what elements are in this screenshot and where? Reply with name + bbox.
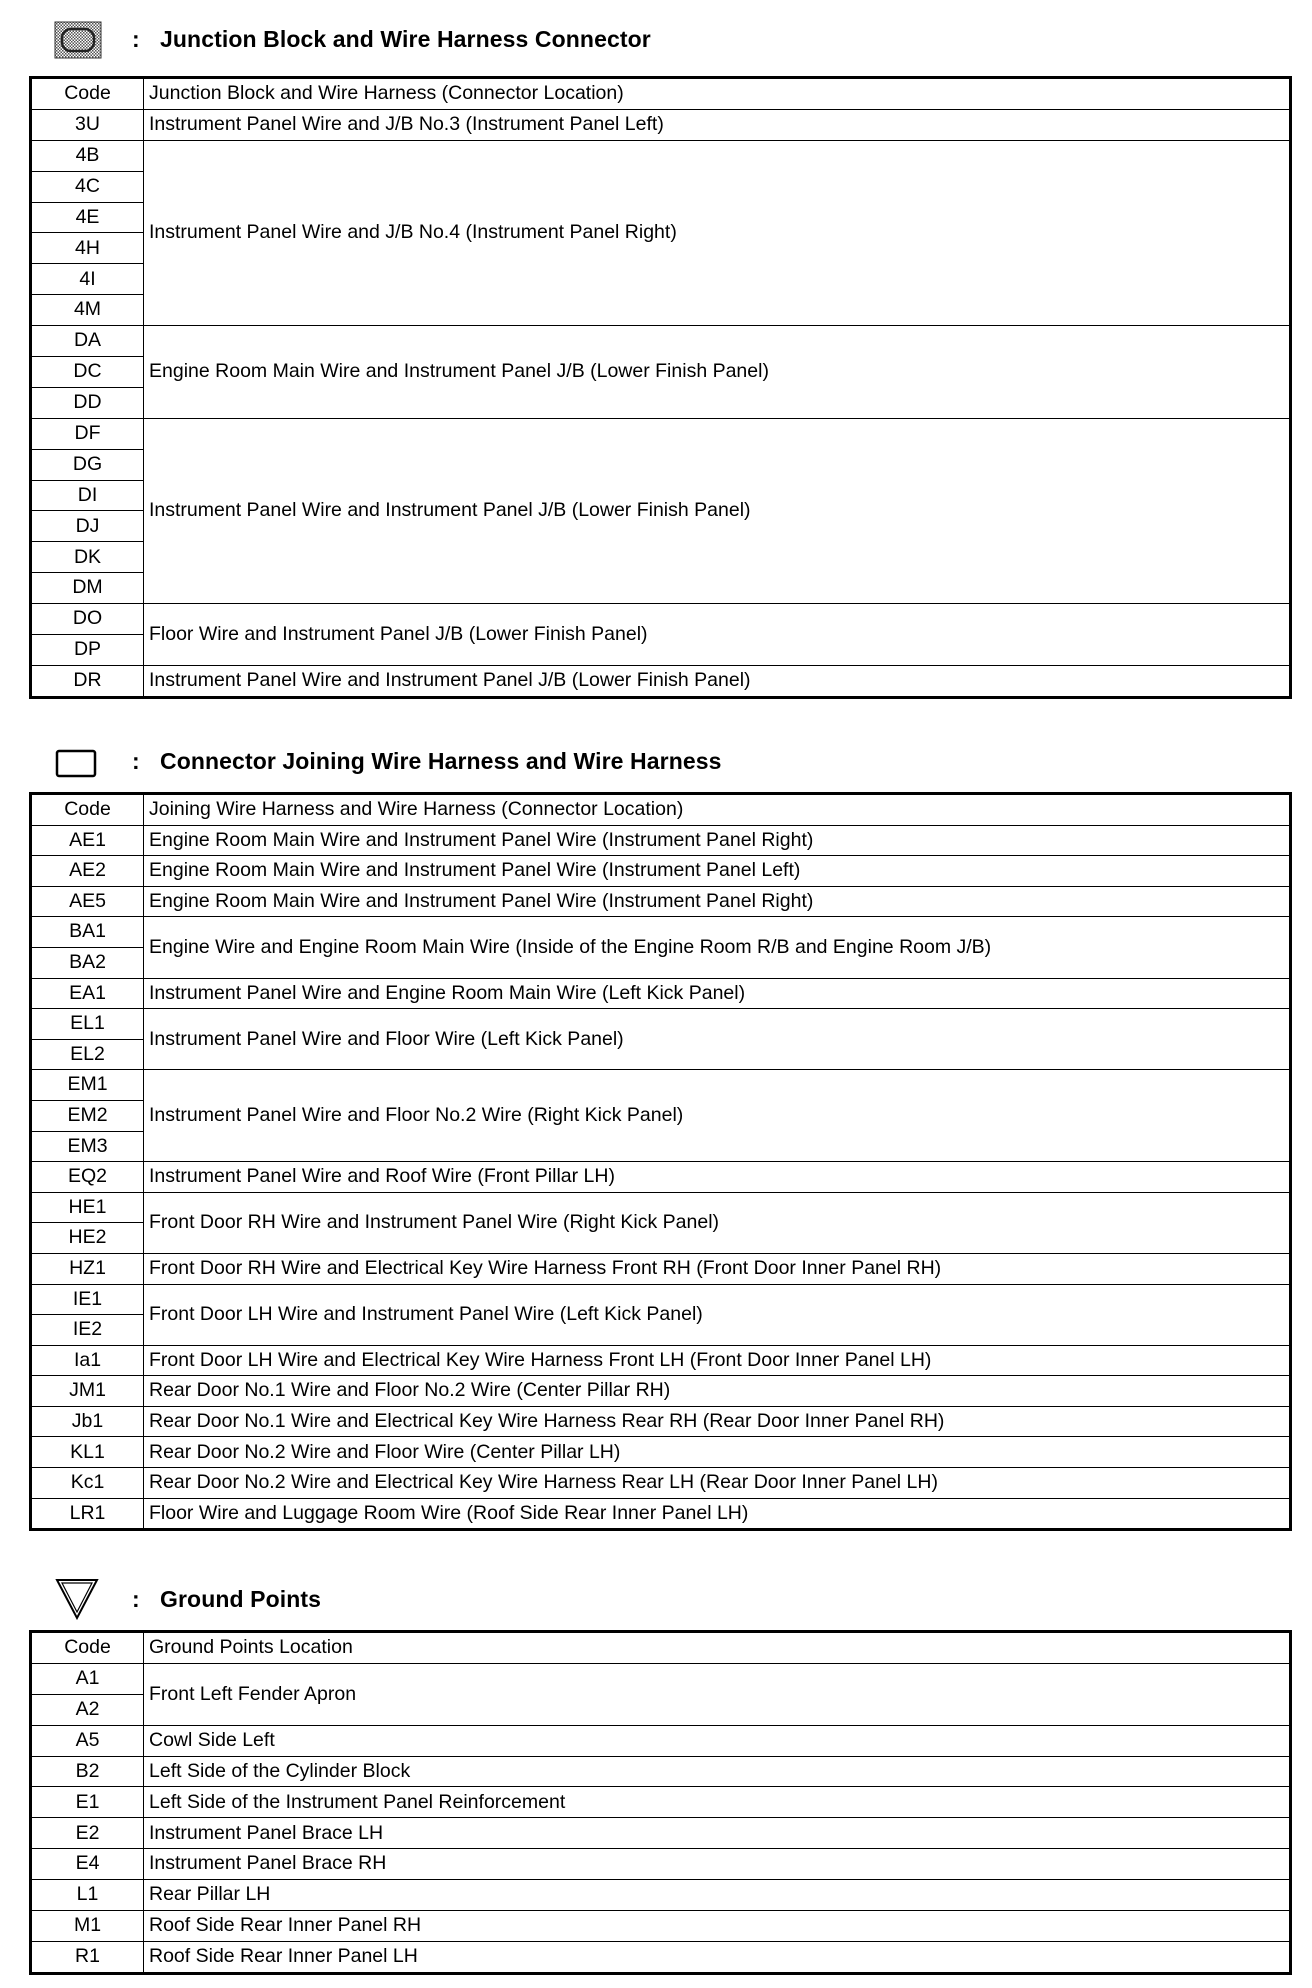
code-cell: AE1 bbox=[31, 825, 144, 856]
location-cell: Left Side of the Cylinder Block bbox=[144, 1756, 1291, 1787]
code-cell: AE2 bbox=[31, 856, 144, 887]
code-cell: BA1 bbox=[31, 917, 144, 948]
section-junction-block bbox=[0, 20, 1312, 692]
location-cell: Instrument Panel Wire and Instrument Panel J/B (Lower Finish Panel) bbox=[144, 665, 1291, 697]
header-location: Ground Points Location bbox=[144, 1632, 1291, 1664]
table-row bbox=[31, 917, 1291, 948]
table-row bbox=[31, 1818, 1291, 1849]
code-cell: EL1 bbox=[31, 1009, 144, 1040]
header-code: Code bbox=[31, 78, 144, 110]
location-cell: Instrument Panel Brace RH bbox=[144, 1849, 1291, 1880]
location-cell: Engine Room Main Wire and Instrument Panel J/B (Lower Finish Panel) bbox=[144, 326, 1291, 419]
code-cell: 4E bbox=[31, 202, 144, 233]
code-cell: DK bbox=[31, 542, 144, 573]
section-title: Connector Joining Wire Harness and Wire Harness bbox=[160, 748, 722, 774]
junction-table bbox=[29, 76, 1292, 699]
code-cell: EM2 bbox=[31, 1100, 144, 1131]
table-row bbox=[31, 1070, 1291, 1101]
code-cell: 4B bbox=[31, 140, 144, 171]
location-cell: Instrument Panel Wire and Roof Wire (Front Pillar LH) bbox=[144, 1162, 1291, 1193]
table-row bbox=[31, 1756, 1291, 1787]
code-cell: DI bbox=[31, 480, 144, 511]
table-row bbox=[31, 1498, 1291, 1530]
table-row bbox=[31, 1787, 1291, 1818]
code-cell: 4I bbox=[31, 264, 144, 295]
heading-colon: : bbox=[132, 748, 140, 774]
location-cell: Instrument Panel Wire and Floor Wire (Left Kick Panel) bbox=[144, 1009, 1291, 1070]
location-cell: Front Door LH Wire and Electrical Key Wire Harness Front LH (Front Door Inner Panel LH) bbox=[144, 1345, 1291, 1376]
code-cell: IE1 bbox=[31, 1284, 144, 1315]
code-cell: KL1 bbox=[31, 1437, 144, 1468]
code-cell: Jb1 bbox=[31, 1406, 144, 1437]
table-row bbox=[31, 1725, 1291, 1756]
location-cell: Roof Side Rear Inner Panel RH bbox=[144, 1911, 1291, 1942]
code-cell: E4 bbox=[31, 1849, 144, 1880]
table-row bbox=[31, 1911, 1291, 1942]
connector-table bbox=[29, 792, 1292, 1531]
code-cell: LR1 bbox=[31, 1498, 144, 1530]
location-cell: Front Door RH Wire and Instrument Panel Wire (Right Kick Panel) bbox=[144, 1192, 1291, 1253]
location-cell: Floor Wire and Luggage Room Wire (Roof Side Rear Inner Panel LH) bbox=[144, 1498, 1291, 1530]
location-cell: Cowl Side Left bbox=[144, 1725, 1291, 1756]
code-cell: A5 bbox=[31, 1725, 144, 1756]
table-row bbox=[31, 1849, 1291, 1880]
code-cell: A2 bbox=[31, 1694, 144, 1725]
table-header-row bbox=[31, 794, 1291, 826]
table-row bbox=[31, 1663, 1291, 1694]
code-cell: 4C bbox=[31, 171, 144, 202]
code-cell: EL2 bbox=[31, 1039, 144, 1070]
code-cell: DM bbox=[31, 573, 144, 604]
location-cell: Floor Wire and Instrument Panel J/B (Lower Finish Panel) bbox=[144, 604, 1291, 666]
code-cell: HE1 bbox=[31, 1192, 144, 1223]
location-cell: Rear Door No.1 Wire and Floor No.2 Wire (Center Pillar RH) bbox=[144, 1376, 1291, 1407]
code-cell: 3U bbox=[31, 109, 144, 140]
header-code: Code bbox=[31, 1632, 144, 1664]
section-heading bbox=[0, 742, 1312, 786]
code-cell: DO bbox=[31, 604, 144, 635]
code-cell: AE5 bbox=[31, 886, 144, 917]
code-cell: E2 bbox=[31, 1818, 144, 1849]
table-row bbox=[31, 1192, 1291, 1223]
table-row bbox=[31, 978, 1291, 1009]
table-row bbox=[31, 825, 1291, 856]
section-heading bbox=[0, 20, 1312, 64]
heading-colon: : bbox=[132, 26, 140, 52]
header-location: Joining Wire Harness and Wire Harness (Connector Location) bbox=[144, 794, 1291, 826]
location-cell: Rear Door No.1 Wire and Electrical Key Wire Harness Rear RH (Rear Door Inner Panel RH) bbox=[144, 1406, 1291, 1437]
code-cell: Ia1 bbox=[31, 1345, 144, 1376]
table-row bbox=[31, 418, 1291, 449]
ground-triangle-icon bbox=[53, 1574, 103, 1624]
table-row bbox=[31, 1345, 1291, 1376]
table-row bbox=[31, 1941, 1291, 1973]
table-header-row bbox=[31, 78, 1291, 110]
table-row bbox=[31, 604, 1291, 635]
location-cell: Engine Wire and Engine Room Main Wire (Inside of the Engine Room R/B and Engine Room J/B) bbox=[144, 917, 1291, 978]
code-cell: EQ2 bbox=[31, 1162, 144, 1193]
code-cell: DJ bbox=[31, 511, 144, 542]
table-row bbox=[31, 1880, 1291, 1911]
code-cell: Kc1 bbox=[31, 1468, 144, 1499]
section-ground bbox=[0, 1580, 1312, 1968]
location-cell: Instrument Panel Wire and Instrument Panel J/B (Lower Finish Panel) bbox=[144, 418, 1291, 603]
table-row bbox=[31, 109, 1291, 140]
table-row bbox=[31, 140, 1291, 171]
header-code: Code bbox=[31, 794, 144, 826]
code-cell: R1 bbox=[31, 1941, 144, 1973]
table-header-row bbox=[31, 1632, 1291, 1664]
code-cell: DG bbox=[31, 449, 144, 480]
table-row bbox=[31, 665, 1291, 697]
location-cell: Roof Side Rear Inner Panel LH bbox=[144, 1941, 1291, 1973]
location-cell: Left Side of the Instrument Panel Reinforcement bbox=[144, 1787, 1291, 1818]
location-cell: Engine Room Main Wire and Instrument Panel Wire (Instrument Panel Right) bbox=[144, 886, 1291, 917]
code-cell: 4M bbox=[31, 295, 144, 326]
code-cell: DA bbox=[31, 326, 144, 357]
table-row bbox=[31, 1009, 1291, 1040]
table-row bbox=[31, 1162, 1291, 1193]
connector-box-icon bbox=[53, 742, 103, 782]
code-cell: EA1 bbox=[31, 978, 144, 1009]
table-row bbox=[31, 1406, 1291, 1437]
code-cell: M1 bbox=[31, 1911, 144, 1942]
header-location: Junction Block and Wire Harness (Connector Location) bbox=[144, 78, 1291, 110]
location-cell: Rear Pillar LH bbox=[144, 1880, 1291, 1911]
table-row bbox=[31, 1253, 1291, 1284]
section-title: Junction Block and Wire Harness Connector bbox=[160, 26, 651, 52]
location-cell: Instrument Panel Wire and J/B No.4 (Instrument Panel Right) bbox=[144, 140, 1291, 325]
location-cell: Engine Room Main Wire and Instrument Panel Wire (Instrument Panel Left) bbox=[144, 856, 1291, 887]
location-cell: Rear Door No.2 Wire and Floor Wire (Center Pillar LH) bbox=[144, 1437, 1291, 1468]
code-cell: HE2 bbox=[31, 1223, 144, 1254]
section-heading bbox=[0, 1580, 1312, 1624]
code-cell: DD bbox=[31, 387, 144, 418]
code-cell: L1 bbox=[31, 1880, 144, 1911]
heading-colon: : bbox=[132, 1586, 140, 1612]
code-cell: A1 bbox=[31, 1663, 144, 1694]
code-cell: DP bbox=[31, 635, 144, 666]
location-cell: Engine Room Main Wire and Instrument Panel Wire (Instrument Panel Right) bbox=[144, 825, 1291, 856]
ground-table bbox=[29, 1630, 1292, 1975]
code-cell: BA2 bbox=[31, 947, 144, 978]
code-cell: HZ1 bbox=[31, 1253, 144, 1284]
code-cell: JM1 bbox=[31, 1376, 144, 1407]
location-cell: Front Door LH Wire and Instrument Panel Wire (Left Kick Panel) bbox=[144, 1284, 1291, 1345]
code-cell: IE2 bbox=[31, 1315, 144, 1346]
section-connector bbox=[0, 742, 1312, 1524]
code-cell: DR bbox=[31, 665, 144, 697]
location-cell: Instrument Panel Wire and Floor No.2 Wire (Right Kick Panel) bbox=[144, 1070, 1291, 1162]
table-row bbox=[31, 326, 1291, 357]
location-cell: Instrument Panel Brace LH bbox=[144, 1818, 1291, 1849]
code-cell: EM1 bbox=[31, 1070, 144, 1101]
location-cell: Instrument Panel Wire and Engine Room Main Wire (Left Kick Panel) bbox=[144, 978, 1291, 1009]
location-cell: Instrument Panel Wire and J/B No.3 (Instrument Panel Left) bbox=[144, 109, 1291, 140]
junction-block-icon bbox=[53, 20, 103, 60]
location-cell: Front Left Fender Apron bbox=[144, 1663, 1291, 1725]
table-row bbox=[31, 1376, 1291, 1407]
code-cell: DC bbox=[31, 357, 144, 388]
code-cell: EM3 bbox=[31, 1131, 144, 1162]
code-cell: E1 bbox=[31, 1787, 144, 1818]
table-row bbox=[31, 1284, 1291, 1315]
location-cell: Rear Door No.2 Wire and Electrical Key Wire Harness Rear LH (Rear Door Inner Panel LH) bbox=[144, 1468, 1291, 1499]
code-cell: DF bbox=[31, 418, 144, 449]
code-cell: 4H bbox=[31, 233, 144, 264]
table-row bbox=[31, 1437, 1291, 1468]
table-row bbox=[31, 886, 1291, 917]
table-row bbox=[31, 1468, 1291, 1499]
table-row bbox=[31, 856, 1291, 887]
section-title: Ground Points bbox=[160, 1586, 322, 1612]
code-cell: B2 bbox=[31, 1756, 144, 1787]
location-cell: Front Door RH Wire and Electrical Key Wire Harness Front RH (Front Door Inner Panel RH) bbox=[144, 1253, 1291, 1284]
